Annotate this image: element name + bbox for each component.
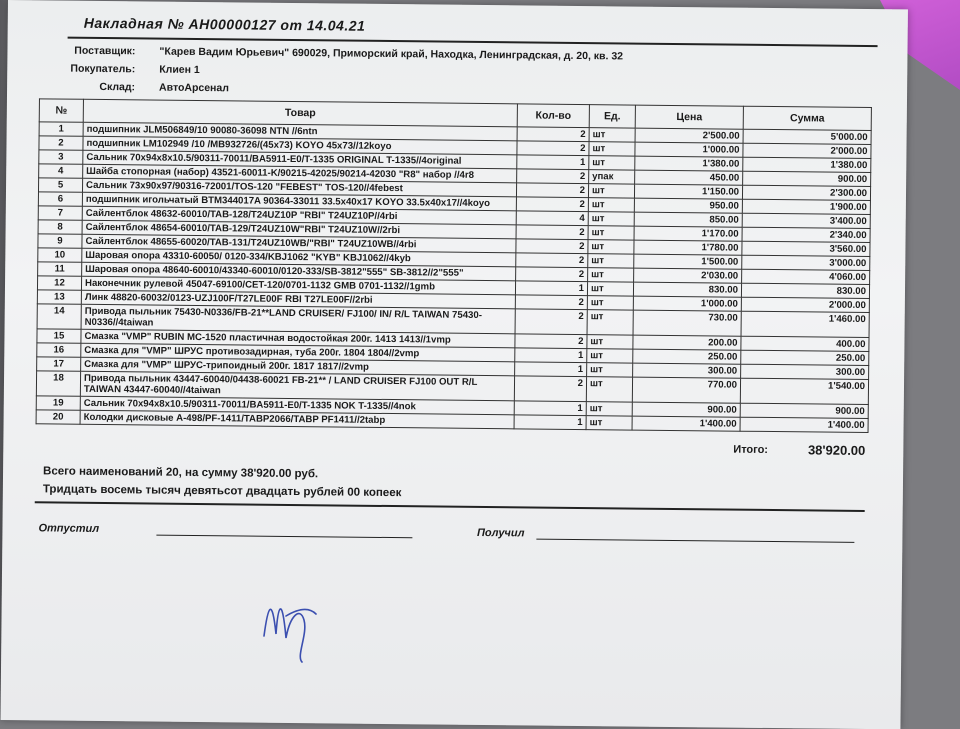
cell-number: 4: [39, 164, 83, 178]
cell-sum: 3'560.00: [742, 241, 870, 256]
received-label: Получил: [476, 526, 525, 540]
cell-price: 1'000.00: [635, 142, 743, 157]
buyer-label: Покупатель:: [70, 62, 136, 76]
cell-quantity: 2: [514, 376, 586, 402]
cell-number: 7: [38, 206, 82, 220]
cell-unit: шт: [589, 128, 635, 142]
cell-number: 15: [37, 329, 81, 343]
cell-number: 5: [38, 178, 82, 192]
cell-price: 830.00: [633, 282, 741, 297]
cell-sum: 1'400.00: [740, 417, 868, 432]
cell-quantity: 1: [517, 155, 589, 170]
cell-sum: 1'900.00: [742, 199, 870, 214]
cell-price: 200.00: [633, 335, 741, 350]
cell-quantity: 2: [517, 141, 589, 156]
cell-price: 1'500.00: [634, 254, 742, 269]
cell-quantity: 2: [516, 197, 588, 212]
cell-sum: 2'340.00: [742, 227, 870, 242]
cell-number: 12: [37, 276, 81, 290]
cell-sum: 300.00: [741, 364, 869, 379]
received-signature-line: [536, 527, 854, 543]
cell-quantity: 1: [515, 362, 587, 377]
cell-number: 17: [37, 357, 81, 371]
cell-quantity: 2: [516, 183, 588, 198]
total-value: 38'920.00: [807, 442, 866, 459]
cell-unit: шт: [587, 363, 633, 377]
cell-unit: шт: [588, 240, 634, 254]
cell-unit: шт: [588, 268, 634, 282]
cell-number: 1: [39, 122, 83, 136]
col-header-price: Цена: [635, 105, 743, 129]
cell-number: 6: [38, 192, 82, 206]
cell-price: 770.00: [632, 377, 740, 403]
cell-unit: шт: [587, 282, 633, 296]
buyer-value: Клиен 1: [159, 63, 200, 77]
cell-unit: шт: [587, 310, 633, 335]
cell-price: 950.00: [634, 198, 742, 213]
summary-rule: [35, 501, 865, 512]
invoice-document: [32, 14, 877, 543]
cell-unit: шт: [588, 184, 634, 198]
cell-number: 3: [39, 150, 83, 164]
cell-price: 730.00: [633, 310, 741, 336]
cell-product: Линк 48820-60032/0123-UZJ100F/T27LE00F RBI T27LE00F//2rbi: [81, 290, 515, 309]
cell-sum: 900.00: [740, 403, 868, 418]
summary-block: [43, 465, 873, 504]
cell-quantity: 2: [515, 309, 587, 335]
supplier-label: Поставщик:: [74, 44, 136, 58]
released-signature-line: [156, 523, 412, 539]
cell-quantity: 1: [514, 415, 586, 430]
cell-product: Колодки дисковые A-498/PF-1411/TABP2066/TABP PF1411//2tabp: [80, 410, 514, 429]
cell-unit: шт: [588, 212, 634, 226]
cell-product: Сайлентблок 48655-60020/TAB-131/T24UZ10WB/"RBI" T24UZ10WB//4rbi: [82, 234, 516, 253]
cell-price: 1'000.00: [633, 296, 741, 311]
cell-quantity: 2: [517, 127, 589, 142]
cell-product: Сайлентблок 48632-60010/TAB-128/T24UZ10P "RBI" T24UZ10P//4rbi: [82, 206, 516, 225]
cell-product: Шаровая опора 43310-60050/ 0120-334/KBJ1062 "KYB" KBJ1062//4kyb: [82, 248, 516, 267]
cell-sum: 3'000.00: [742, 255, 870, 270]
cell-product: Шайба стопорная (набор) 43521-60011-K/90215-42025/90214-42030 "R8" набор //4r8: [83, 164, 517, 183]
cell-quantity: 2: [515, 334, 587, 349]
cell-quantity: 2: [516, 225, 588, 240]
cell-number: 18: [36, 371, 80, 396]
signature-row: [32, 521, 872, 543]
cell-price: 2'030.00: [634, 268, 742, 283]
total-line: [33, 434, 865, 458]
col-header-number: №: [39, 99, 83, 122]
cell-unit: упак: [589, 170, 635, 184]
col-header-unit: Ед.: [589, 105, 635, 128]
cell-sum: 2'300.00: [742, 185, 870, 200]
cell-product: Сальник 70x94x8x10.5/90311-70011/BA5911-E0/T-1335 ORIGINAL T-1335//4original: [83, 150, 517, 169]
cell-unit: шт: [588, 198, 634, 212]
cell-price: 300.00: [633, 363, 741, 378]
supplier-value: "Карев Вадим Юрьевич" 690029, Приморский край, Находка, Ленинградская, д. 20, кв. 32: [159, 45, 624, 63]
supplier-row: [37, 44, 877, 65]
col-header-quantity: Кол-во: [517, 104, 589, 128]
cell-price: 250.00: [633, 349, 741, 364]
warehouse-label: Склад:: [99, 80, 136, 94]
cell-unit: шт: [587, 349, 633, 363]
cell-number: 13: [37, 290, 81, 304]
cell-price: 900.00: [632, 402, 740, 417]
cell-sum: 2'000.00: [741, 297, 869, 312]
cell-quantity: 1: [514, 401, 586, 416]
cell-product: Смазка "VMP" RUBIN MC-1520 пластичная водостойкая 200г. 1413 1413//1vmp: [81, 329, 515, 348]
cell-product: Наконечник рулевой 45047-69100/CET-120/0701-1132 GMB 0701-1132//1gmb: [81, 276, 515, 295]
cell-price: 1'780.00: [634, 240, 742, 255]
cell-number: 9: [38, 234, 82, 248]
cell-number: 14: [37, 304, 81, 329]
items-table: [36, 98, 872, 433]
cell-sum: 4'060.00: [742, 269, 870, 284]
items-table-body: [36, 122, 871, 433]
cell-unit: шт: [587, 335, 633, 349]
cell-sum: 1'380.00: [743, 157, 871, 172]
cell-price: 450.00: [635, 170, 743, 185]
cell-number: 16: [37, 343, 81, 357]
cell-price: 1'170.00: [634, 226, 742, 241]
invoice-title: Накладная № АН00000127 от 14.04.21: [83, 14, 366, 34]
summary-words-line: Тридцать восемь тысяч девятьсот двадцать рублей 00 копеек: [42, 483, 402, 500]
cell-product: Привода пыльник 43447-60040/04438-60021 FB-21** / LAND CRUISER FJ100 OUT R/L TAIWAN 43447-60040//4taiwan: [80, 371, 514, 401]
cell-price: 1'380.00: [635, 156, 743, 171]
cell-sum: 830.00: [741, 283, 869, 298]
cell-unit: шт: [586, 402, 632, 416]
cell-product: Привода пыльник 75430-N0336/FB-21**LAND CRUISER/ FJ100/ IN/ R/L TAIWAN 75430-N0336//4taiwan: [81, 304, 515, 334]
cell-quantity: 2: [516, 267, 588, 282]
cell-unit: шт: [588, 254, 634, 268]
warehouse-row: [37, 80, 877, 101]
cell-sum: 900.00: [743, 171, 871, 186]
buyer-row: [37, 62, 877, 83]
cell-unit: шт: [588, 226, 634, 240]
cell-quantity: 2: [515, 295, 587, 310]
handwritten-signature: [256, 576, 326, 666]
cell-sum: 400.00: [741, 336, 869, 351]
cell-product: Сальник 73x90x97/90316-72001/TOS-120 "FEBEST" TOS-120//4febest: [82, 178, 516, 197]
cell-unit: шт: [587, 296, 633, 310]
total-label: Итого:: [733, 443, 769, 456]
cell-price: 1'150.00: [634, 184, 742, 199]
cell-number: 20: [36, 410, 80, 424]
cell-quantity: 1: [515, 348, 587, 363]
cell-sum: 5'000.00: [743, 129, 871, 144]
cell-sum: 250.00: [741, 350, 869, 365]
cell-product: Сальник 70x94x8x10.5/90311-70011/BA5911-E0/T-1335 NOK T-1335//4nok: [80, 396, 514, 415]
cell-sum: 1'540.00: [740, 378, 868, 404]
cell-quantity: 4: [516, 211, 588, 226]
cell-sum: 2'000.00: [743, 143, 871, 158]
cell-price: 850.00: [634, 212, 742, 227]
cell-sum: 1'460.00: [741, 311, 869, 337]
cell-unit: шт: [589, 156, 635, 170]
cell-number: 2: [39, 136, 83, 150]
cell-unit: шт: [589, 142, 635, 156]
warehouse-value: АвтоАрсенал: [159, 81, 230, 95]
cell-product: подшипник LM102949 /10 /MB932726/(45x73) KOYO 45x73//12koyo: [83, 136, 517, 155]
cell-product: Сайлентблок 48654-60010/TAB-129/T24UZ10W"RBI" T24UZ10W//2rbi: [82, 220, 516, 239]
cell-product: подшипник JLM506849/10 90080-36098 NTN //6ntn: [83, 122, 517, 141]
cell-quantity: 1: [515, 281, 587, 296]
cell-product: подшипник игольчатый BTM344017A 90364-33011 33.5x40x17 KOYO 33.5x40x17//4koyo: [82, 192, 516, 211]
cell-unit: шт: [586, 416, 632, 430]
cell-quantity: 2: [517, 169, 589, 184]
cell-number: 8: [38, 220, 82, 234]
cell-quantity: 2: [516, 253, 588, 268]
cell-price: 2'500.00: [635, 128, 743, 143]
cell-product: Смазка для "VMP" ШРУС-трипоидный 200г. 1817 1817//2vmp: [81, 357, 515, 376]
cell-product: Смазка для "VMP" ШРУС противозадирная, туба 200г. 1804 1804//2vmp: [81, 343, 515, 362]
cell-number: 19: [36, 396, 80, 410]
cell-number: 10: [38, 248, 82, 262]
released-label: Отпустил: [38, 522, 100, 535]
col-header-sum: Сумма: [743, 106, 871, 130]
cell-number: 11: [38, 262, 82, 276]
cell-price: 1'400.00: [632, 416, 740, 431]
cell-sum: 3'400.00: [742, 213, 870, 228]
cell-quantity: 2: [516, 239, 588, 254]
summary-count-line: Всего наименований 20, на сумму 38'920.00 руб.: [43, 465, 319, 481]
cell-product: Шаровая опора 48640-60010/43340-60010/0120-333/SB-3812"555" SB-3812//2"555": [82, 262, 516, 281]
cell-unit: шт: [586, 377, 632, 402]
col-header-product: Товар: [83, 99, 517, 127]
